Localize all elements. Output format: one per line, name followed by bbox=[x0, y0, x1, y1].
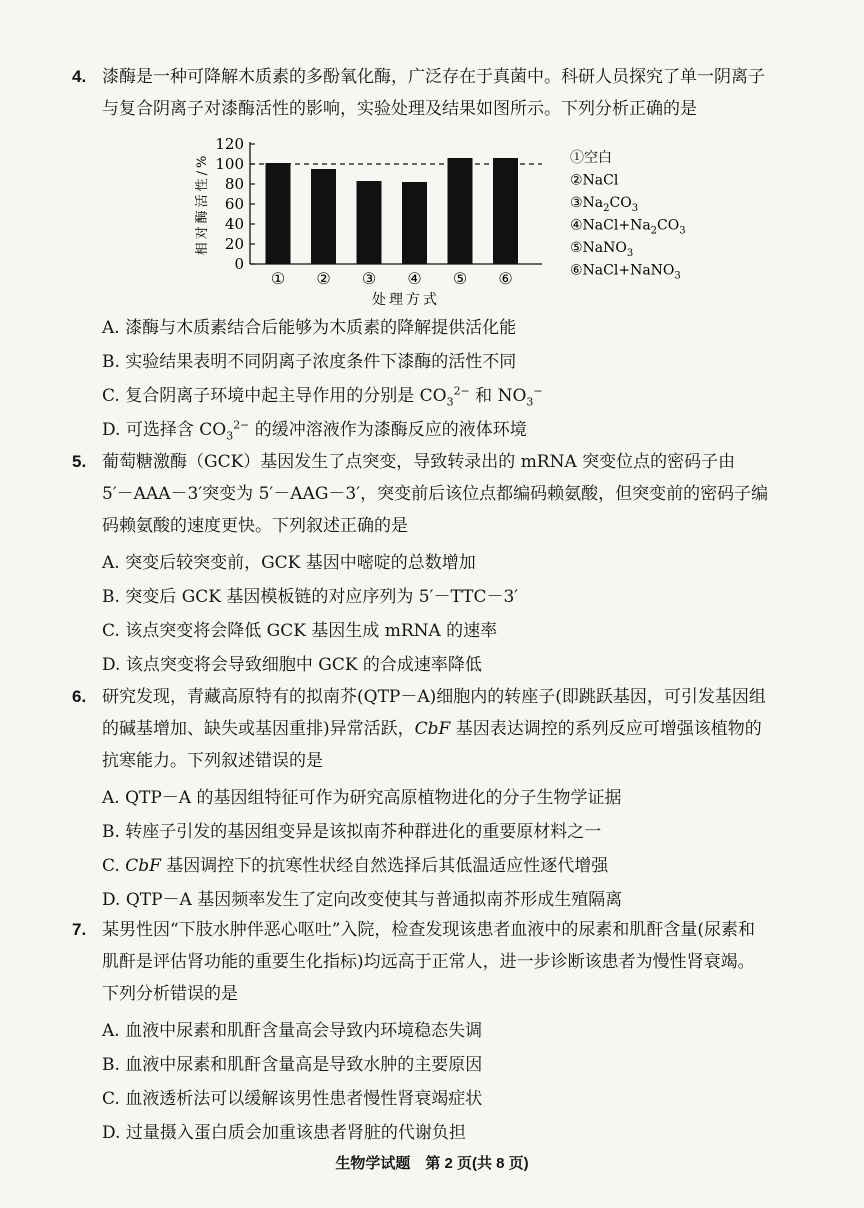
x-tick-label: ⑤ bbox=[452, 269, 468, 288]
stem-text: 研究发现，青藏高原特有的拟南芥(QTP－A)细胞内的转座子(即跳跃基因，可引发基因组 bbox=[102, 687, 766, 707]
y-tick-label: 60 bbox=[224, 195, 244, 213]
y-tick-label: 120 bbox=[215, 135, 244, 153]
x-tick-label: ④ bbox=[407, 269, 422, 288]
stem-text: 基因表达调控的系列反应可增强该植物的 bbox=[450, 719, 762, 739]
question-4-stem-line-1 bbox=[72, 67, 792, 87]
question-5 bbox=[72, 452, 792, 675]
option-d-text: D. 可选择含 CO bbox=[102, 420, 227, 440]
superscript: 2− bbox=[453, 384, 470, 398]
option-d[interactable]: D. QTP－A 基因频率发生了定向改变使其与普通拟南芥形成生殖隔离 bbox=[102, 890, 623, 910]
y-tick-label: 40 bbox=[224, 215, 244, 233]
stem-text: 码赖氨酸的速度更快。下列叙述正确的是 bbox=[102, 516, 408, 536]
chart-legend bbox=[570, 149, 686, 282]
x-tick-label: ② bbox=[316, 269, 331, 288]
stem-text: 抗寒能力。下列叙述错误的是 bbox=[102, 751, 323, 771]
question-4 bbox=[72, 67, 792, 119]
x-axis-label: 处理方式 bbox=[372, 292, 440, 308]
question-6 bbox=[72, 687, 792, 910]
stem-text: 某男性因“下肢水肿伴恶心呕吐”入院，检查发现该患者血液中的尿素和肌酐含量(尿素和 bbox=[102, 920, 756, 940]
superscript: 2− bbox=[233, 418, 250, 432]
option-a[interactable]: A. 漆酶与木质素结合后能够为木质素的降解提供活化能 bbox=[102, 318, 517, 338]
option-d[interactable]: D. 过量摄入蛋白质会加重该患者肾脏的代谢负担 bbox=[102, 1123, 466, 1143]
chart-bars bbox=[266, 158, 519, 288]
legend-entry-3: $③Na_2CO_3$ bbox=[570, 195, 639, 214]
question-4-options bbox=[72, 318, 792, 443]
stem-text: 5′－AAA－3′突变为 5′－AAG－3′，突变前后该位点都编码赖氨酸，但突变前的密码子编 bbox=[102, 484, 769, 504]
question-6-stem-line-2 bbox=[72, 719, 792, 739]
subscript: 3 bbox=[526, 395, 534, 409]
option-c[interactable]: C. 该点突变将会降低 GCK 基因生成 mRNA 的速率 bbox=[102, 621, 498, 641]
stem-text: 的碱基增加、缺失或基因重排)异常活跃， bbox=[102, 719, 415, 739]
option-c-text: C. bbox=[102, 856, 126, 876]
legend-entry-4: $④NaCl+Na_2CO_3$ bbox=[570, 217, 686, 237]
question-number: 5. bbox=[72, 452, 87, 471]
bar-4 bbox=[402, 182, 427, 264]
option-c[interactable] bbox=[72, 856, 792, 876]
gene-name: CbF bbox=[414, 719, 451, 739]
option-b[interactable]: B. 突变后 GCK 基因模板链的对应序列为 5′－TTC－3′ bbox=[102, 587, 519, 607]
subscript: 3 bbox=[226, 429, 234, 443]
question-5-stem-line-1 bbox=[72, 452, 792, 472]
bar-5 bbox=[448, 158, 473, 264]
option-c[interactable]: C. 血液透析法可以缓解该男性患者慢性肾衰竭症状 bbox=[102, 1089, 483, 1109]
y-tick-label: 100 bbox=[215, 155, 244, 173]
option-a[interactable]: A. 血液中尿素和肌酐含量高会导致内环境稳态失调 bbox=[102, 1021, 483, 1041]
option-c[interactable] bbox=[72, 384, 792, 409]
option-d[interactable]: D. 该点突变将会导致细胞中 GCK 的合成速率降低 bbox=[102, 655, 482, 675]
bar-3 bbox=[357, 181, 382, 264]
question-7-stem-line-2 bbox=[72, 952, 792, 972]
option-b[interactable]: B. 转座子引发的基因组变异是该拟南芥种群进化的重要原材料之一 bbox=[102, 822, 602, 842]
option-a[interactable]: A. 突变后较突变前，GCK 基因中嘧啶的总数增加 bbox=[102, 553, 476, 573]
option-c-text: 基因调控下的抗寒性状经自然选择后其低温适应性逐代增强 bbox=[160, 856, 609, 876]
option-b[interactable]: B. 实验结果表明不同阴离子浓度条件下漆酶的活性不同 bbox=[102, 352, 517, 372]
page-footer: 生物学试题 第 2 页(共 8 页) bbox=[335, 1155, 529, 1172]
question-5-stem-line-3 bbox=[72, 516, 792, 536]
option-b[interactable]: B. 血液中尿素和肌酐含量高是导致水肿的主要原因 bbox=[102, 1055, 483, 1075]
x-tick-label: ③ bbox=[361, 269, 377, 288]
bar-1 bbox=[266, 163, 291, 264]
y-axis-label: 相对酶活性/% bbox=[195, 152, 210, 256]
gene-name: CbF bbox=[125, 856, 161, 876]
question-7-stem-line-1 bbox=[72, 920, 792, 940]
question-5-stem-line-2 bbox=[72, 484, 792, 504]
bar-2 bbox=[311, 169, 336, 264]
y-tick-label: 20 bbox=[224, 235, 244, 253]
question-number: 7. bbox=[72, 920, 87, 939]
option-d[interactable] bbox=[72, 418, 792, 443]
stem-text: 下列分析错误的是 bbox=[102, 984, 238, 1004]
x-tick-label: ① bbox=[270, 269, 286, 288]
question-6-stem-line-3 bbox=[72, 751, 792, 771]
question-number: 6. bbox=[72, 687, 87, 706]
superscript: − bbox=[533, 384, 543, 398]
question-7-stem-line-3 bbox=[72, 984, 792, 1004]
stem-text: 葡萄糖激酶（GCK）基因发生了点突变，导致转录出的 mRNA 突变位点的密码子由 bbox=[102, 452, 736, 472]
legend-entry-5: ⑤NaNO$_3$ bbox=[570, 240, 634, 259]
stem-text: 与复合阴离子对漆酶活性的影响，实验处理及结果如图所示。下列分析正确的是 bbox=[102, 99, 697, 119]
stem-text: 肌酐是评估肾功能的重要生化指标)均远高于正常人，进一步诊断该患者为慢性肾衰竭。 bbox=[102, 952, 755, 972]
option-d-text: 的缓冲溶液作为漆酶反应的液体环境 bbox=[249, 420, 527, 440]
y-tick-label: 0 bbox=[234, 255, 244, 273]
legend-entry-6: ⑥NaCl+NaNO$_3$ bbox=[570, 262, 681, 282]
subscript: 3 bbox=[446, 395, 454, 409]
stem-text: 漆酶是一种可降解木质素的多酚氧化酶，广泛存在于真菌中。科研人员探究了单一阴离子 bbox=[102, 67, 765, 87]
option-a[interactable]: A. QTP－A 的基因组特征可作为研究高原植物进化的分子生物学证据 bbox=[102, 788, 622, 808]
question-4-stem-line-2 bbox=[72, 99, 792, 119]
y-tick-label: 80 bbox=[224, 175, 244, 193]
bar-6 bbox=[493, 158, 518, 264]
option-c-text: C. 复合阴离子环境中起主导作用的分别是 CO bbox=[102, 386, 447, 406]
option-c-text: 和 NO bbox=[469, 386, 527, 406]
question-7 bbox=[72, 920, 792, 1143]
enzyme-activity-bar-chart bbox=[180, 128, 720, 314]
legend-entry-1: ①空白 bbox=[570, 150, 612, 166]
question-6-stem-line-1 bbox=[72, 687, 792, 707]
legend-entry-2: ②NaCl bbox=[570, 172, 619, 189]
x-tick-label: ⑥ bbox=[498, 269, 513, 288]
question-number: 4. bbox=[72, 67, 87, 86]
